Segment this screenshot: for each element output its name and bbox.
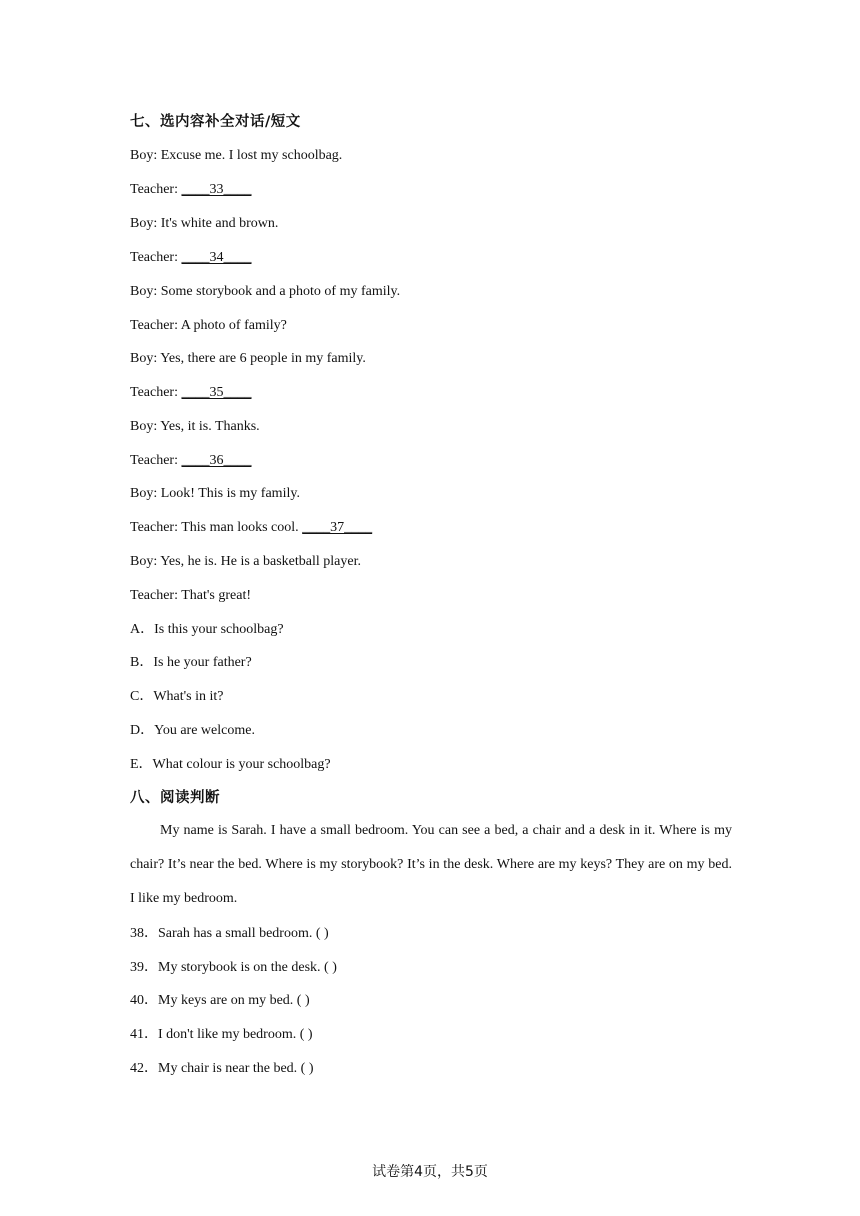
dialogue-line-11: Boy: Look! This is my family. — [130, 486, 300, 501]
question-39: 39．My storybook is on the desk. ( ) — [130, 960, 337, 975]
question-41: 41．I don't like my bedroom. ( ) — [130, 1027, 313, 1042]
dialogue-line-12 — [130, 518, 372, 538]
blank-34: ____34____ — [181, 250, 252, 265]
dialogue-line-9: Boy: Yes, it is. Thanks. — [130, 419, 260, 434]
section-8-heading: 八、阅读判断 — [130, 790, 220, 806]
dialogue-speaker: Teacher: This man looks cool. — [130, 520, 303, 535]
option-e: E．What colour is your schoolbag? — [130, 757, 331, 772]
dialogue-line-6: Teacher: A photo of family? — [130, 318, 287, 333]
option-b: B．Is he your father? — [130, 655, 252, 670]
dialogue-speaker: Teacher: — [130, 250, 182, 265]
dialogue-speaker: Teacher: — [130, 453, 182, 468]
dialogue-line-2 — [130, 180, 251, 200]
dialogue-line-10 — [130, 451, 251, 471]
reading-passage: My name is Sarah. I have a small bedroom. You can see a bed, a chair and a desk in it. Where is my chair? It’s near the bed. Where is my storybook? It’s in the desk. Where are my keys? They are on my bed. I like my bedroom. — [130, 823, 732, 906]
dialogue-line-7: Boy: Yes, there are 6 people in my family. — [130, 351, 366, 366]
blank-35: ____35____ — [181, 385, 252, 400]
blank-37: ____37____ — [302, 520, 373, 535]
question-38: 38．Sarah has a small bedroom. ( ) — [130, 926, 329, 941]
section-7-heading: 七、选内容补全对话/短文 — [130, 114, 301, 130]
dialogue-line-4 — [130, 248, 251, 268]
page-footer: 试卷第4页，共5页 — [372, 1164, 488, 1180]
blank-33: ____33____ — [181, 182, 252, 197]
dialogue-line-8 — [130, 383, 251, 403]
dialogue-line-3: Boy: It's white and brown. — [130, 216, 279, 231]
question-40: 40．My keys are on my bed. ( ) — [130, 993, 310, 1008]
dialogue-line-1: Boy: Excuse me. I lost my schoolbag. — [130, 148, 343, 163]
dialogue-speaker: Teacher: — [130, 385, 182, 400]
dialogue-line-13: Boy: Yes, he is. He is a basketball player. — [130, 554, 361, 569]
option-c: C．What's in it? — [130, 689, 224, 704]
option-a: A．Is this your schoolbag? — [130, 622, 284, 637]
dialogue-speaker: Teacher: — [130, 182, 182, 197]
dialogue-line-5: Boy: Some storybook and a photo of my family. — [130, 284, 401, 299]
blank-36: ____36____ — [181, 453, 252, 468]
option-d: D．You are welcome. — [130, 723, 255, 738]
dialogue-line-14: Teacher: That's great! — [130, 588, 251, 603]
question-42: 42．My chair is near the bed. ( ) — [130, 1061, 314, 1076]
